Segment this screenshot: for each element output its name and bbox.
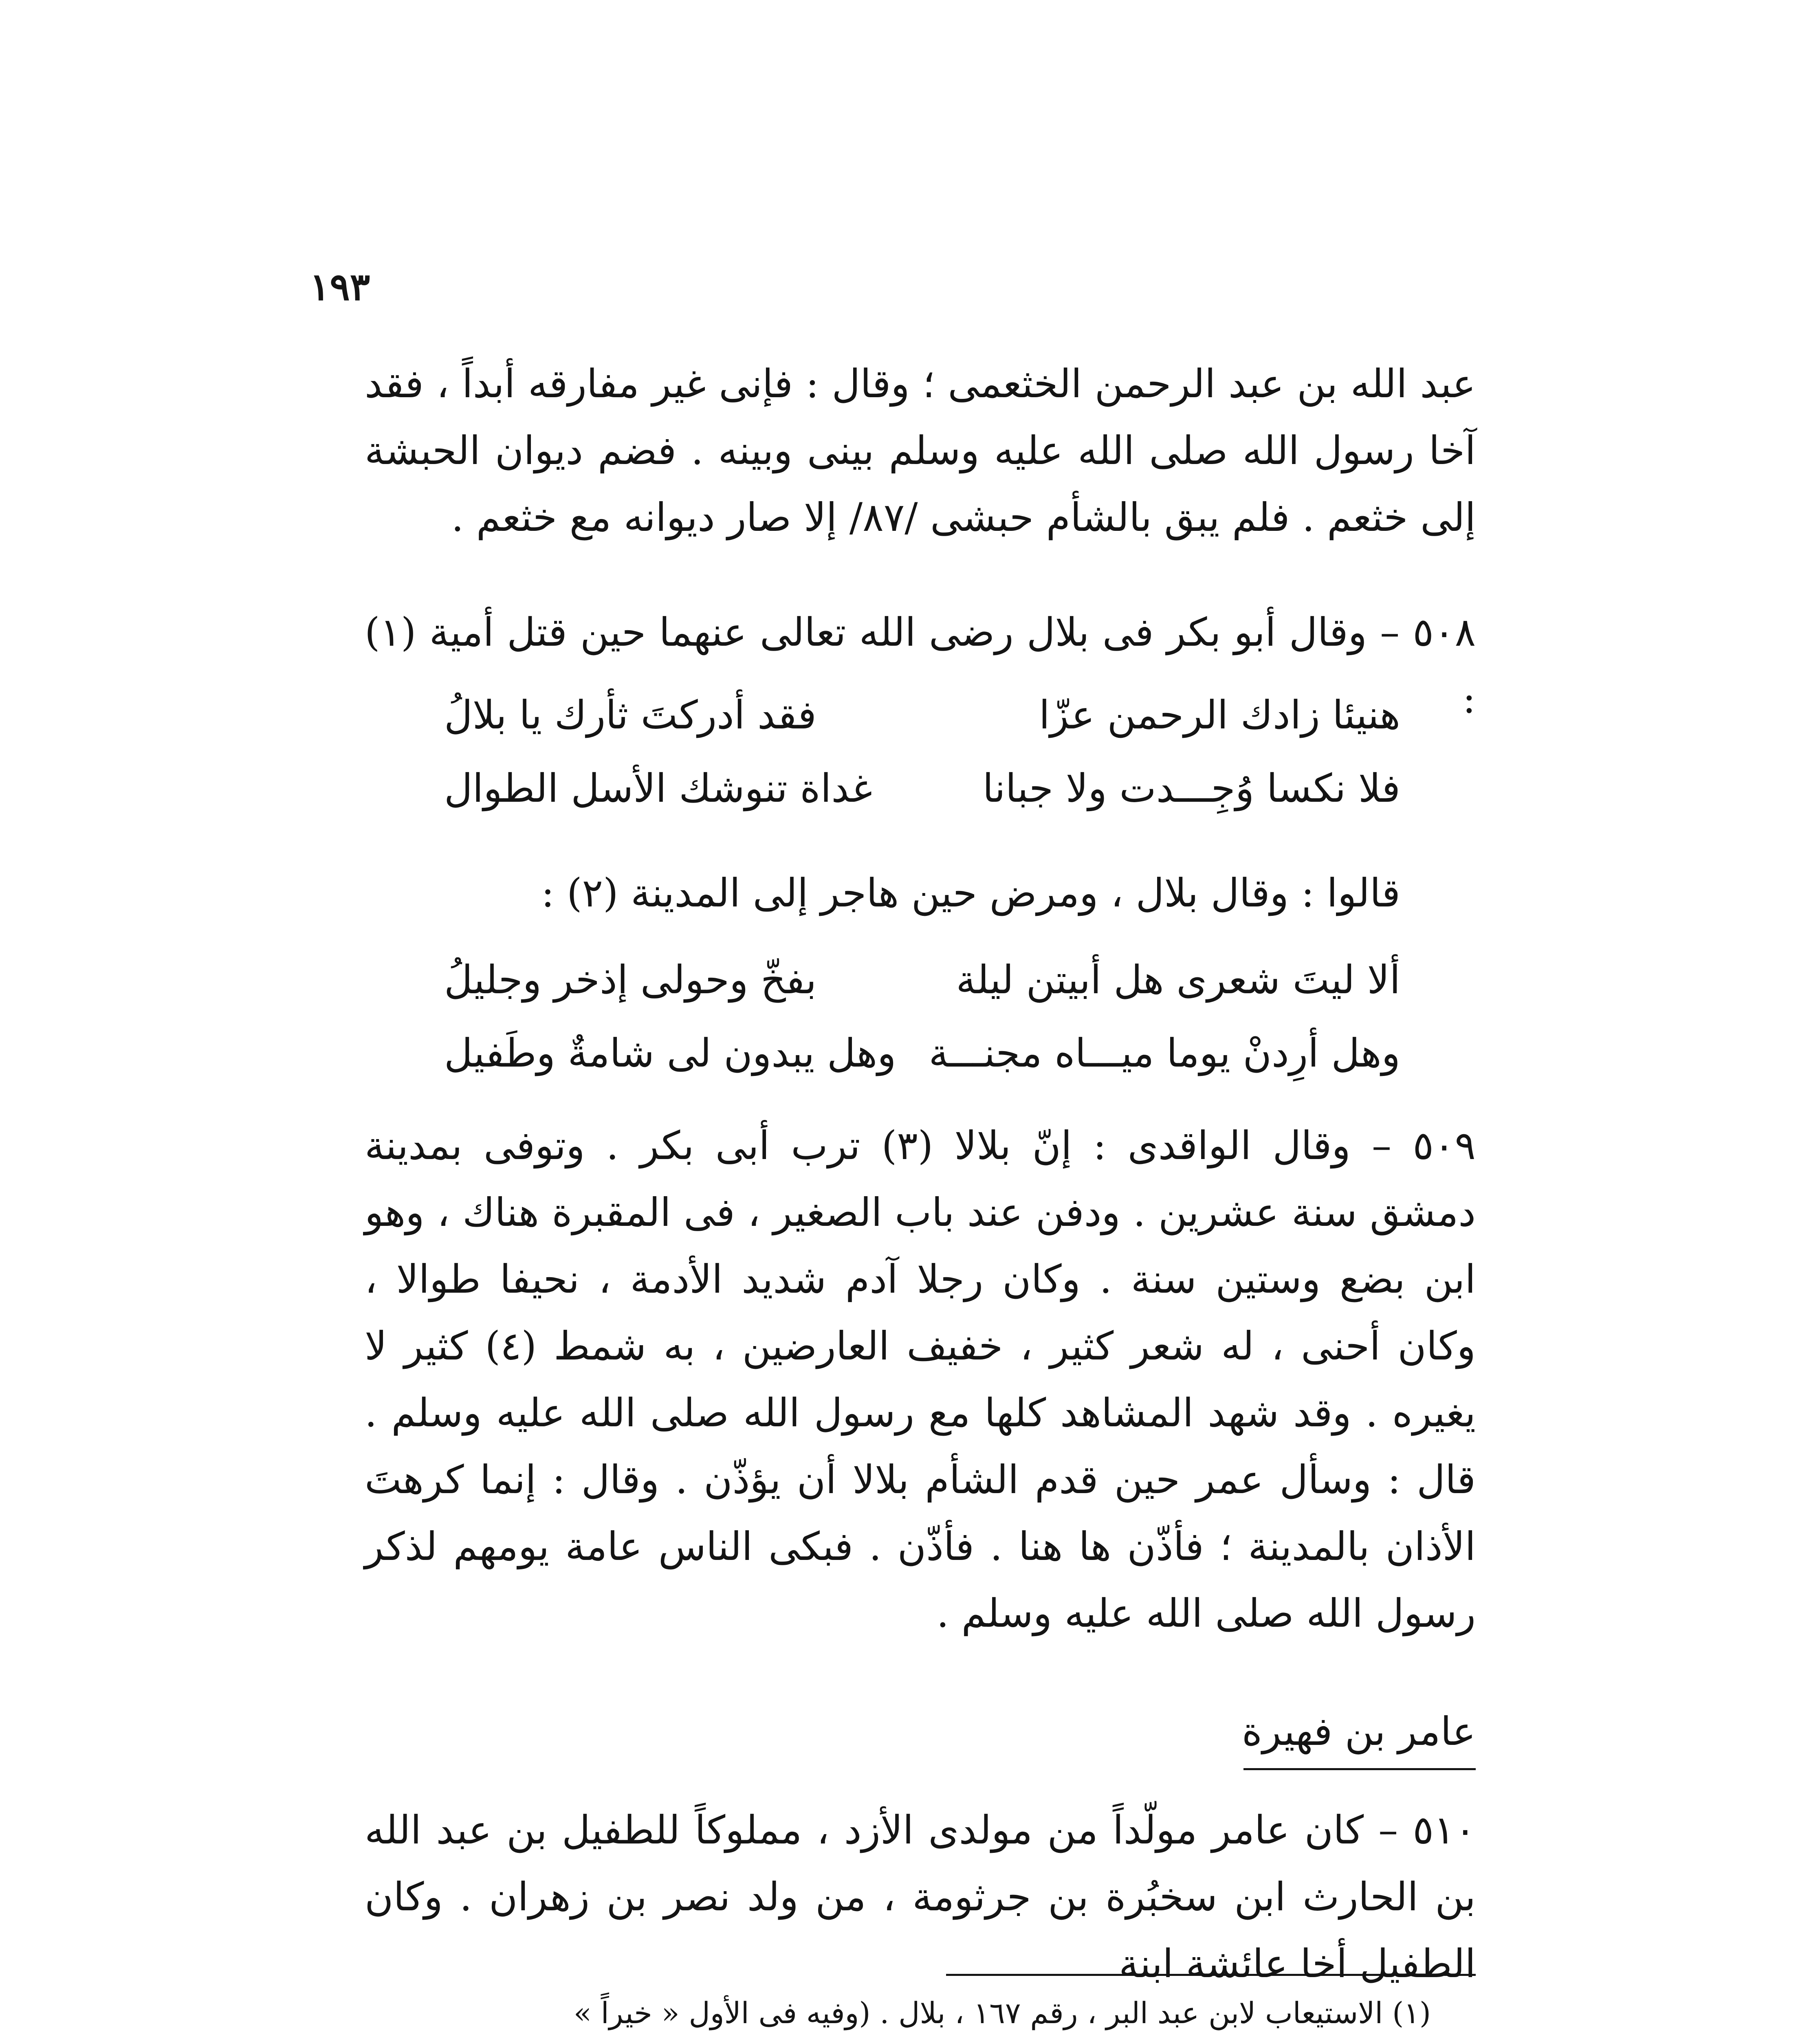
section-heading: عامر بن فهيرة — [1241, 1709, 1476, 1754]
verse-4-first-hemistich: وهل أرِدنْ يوما ميـــاه مجنـــة — [929, 1030, 1400, 1076]
heading-underline — [1243, 1768, 1476, 1770]
paragraph-508: ٥٠٨ – وقال أبو بكر فى بلال رضى الله تعالى عنهما حين قتل أمية (١) : — [365, 609, 1476, 722]
verse-3-first-hemistich: ألا ليتَ شعرى هل أبيتن ليلة — [956, 957, 1400, 1003]
narration-line: قالوا : وقال بلال ، ومرض حين هاجر إلى المدينة (٢) : — [541, 870, 1400, 916]
verse-2-second-hemistich: غداة تنوشك الأسل الطوال — [444, 766, 872, 811]
verse-line-1 — [444, 684, 1400, 746]
page-number: ١٩٣ — [310, 265, 370, 309]
verse-1-second-hemistich: فقد أدركتَ ثأرك يا بلالُ — [444, 692, 816, 738]
footnotes — [361, 1988, 1476, 2037]
footnote-separator — [946, 1974, 1476, 1976]
verse-line-4 — [444, 1023, 1400, 1084]
verse-line-2 — [444, 758, 1400, 819]
intro-paragraph: عبد الله بن عبد الرحمن الخثعمى ؛ وقال : فإنى غير مفارقه أبداً ، فقد آخا رسول الله صلى الله عليه وسلم بينى وبينه . فضم ديوان الحبشة إلى خثعم . فلم يبق بالشأم حبشى /٨٧/ إلا صار ديوانه مع خثعم . — [365, 361, 1476, 540]
verse-1-first-hemistich: هنيئا زادك الرحمن عزّا — [1039, 692, 1400, 738]
paragraph-509: ٥٠٩ – وقال الواقدى : إنّ بلالا (٣) ترب أبى بكر . وتوفى بمدينة دمشق سنة عشرين . ودفن عند باب الصغير ، فى المقبرة هناك ، وهو ابن بضع وستين سنة . وكان رجلا آدم شديد الأدمة ، نحيفا طوالا ، وكان أحنى ، له شعر كثير ، خفيف العارضين ، به شمط (٤) كثير لا يغيره . وقد شهد المشاهد كلها مع رسول الله صلى الله عليه وسلم . قال : وسأل عمر حين قدم الشأم بلالا أن يؤذّن . وقال : إنما كرهتَ الأذان بالمدينة ؛ فأذّن ها هنا . فأذّن . فبكى الناس عامة يومهم لذكر رسول الله صلى الله عليه وسلم . — [365, 1123, 1476, 1636]
verse-line-3 — [444, 949, 1400, 1010]
verse-2-first-hemistich: فلا نكسا وُجِـــدت ولا جبانا — [982, 766, 1400, 811]
paragraph-510: ٥١٠ – كان عامر مولّداً من مولدى الأزد ، مملوكاً للطفيل بن عبد الله بن الحارث ابن سخبُرة بن جرثومة ، من ولد نصر بن زهران . وكان الطفيل أخا عائشة ابنة — [365, 1807, 1476, 1986]
footnote-1-line-1: (١) الاستيعاب لابن عبد البر ، رقم ١٦٧ ، بلال . (وفيه فى الأول « خيراً » — [573, 1996, 1431, 2030]
verse-3-second-hemistich: بفخّ وحولى إذخر وجليلُ — [444, 957, 817, 1003]
verse-4-second-hemistich: وهل يبدون لى شامةٌ وطَفيل — [444, 1030, 896, 1076]
